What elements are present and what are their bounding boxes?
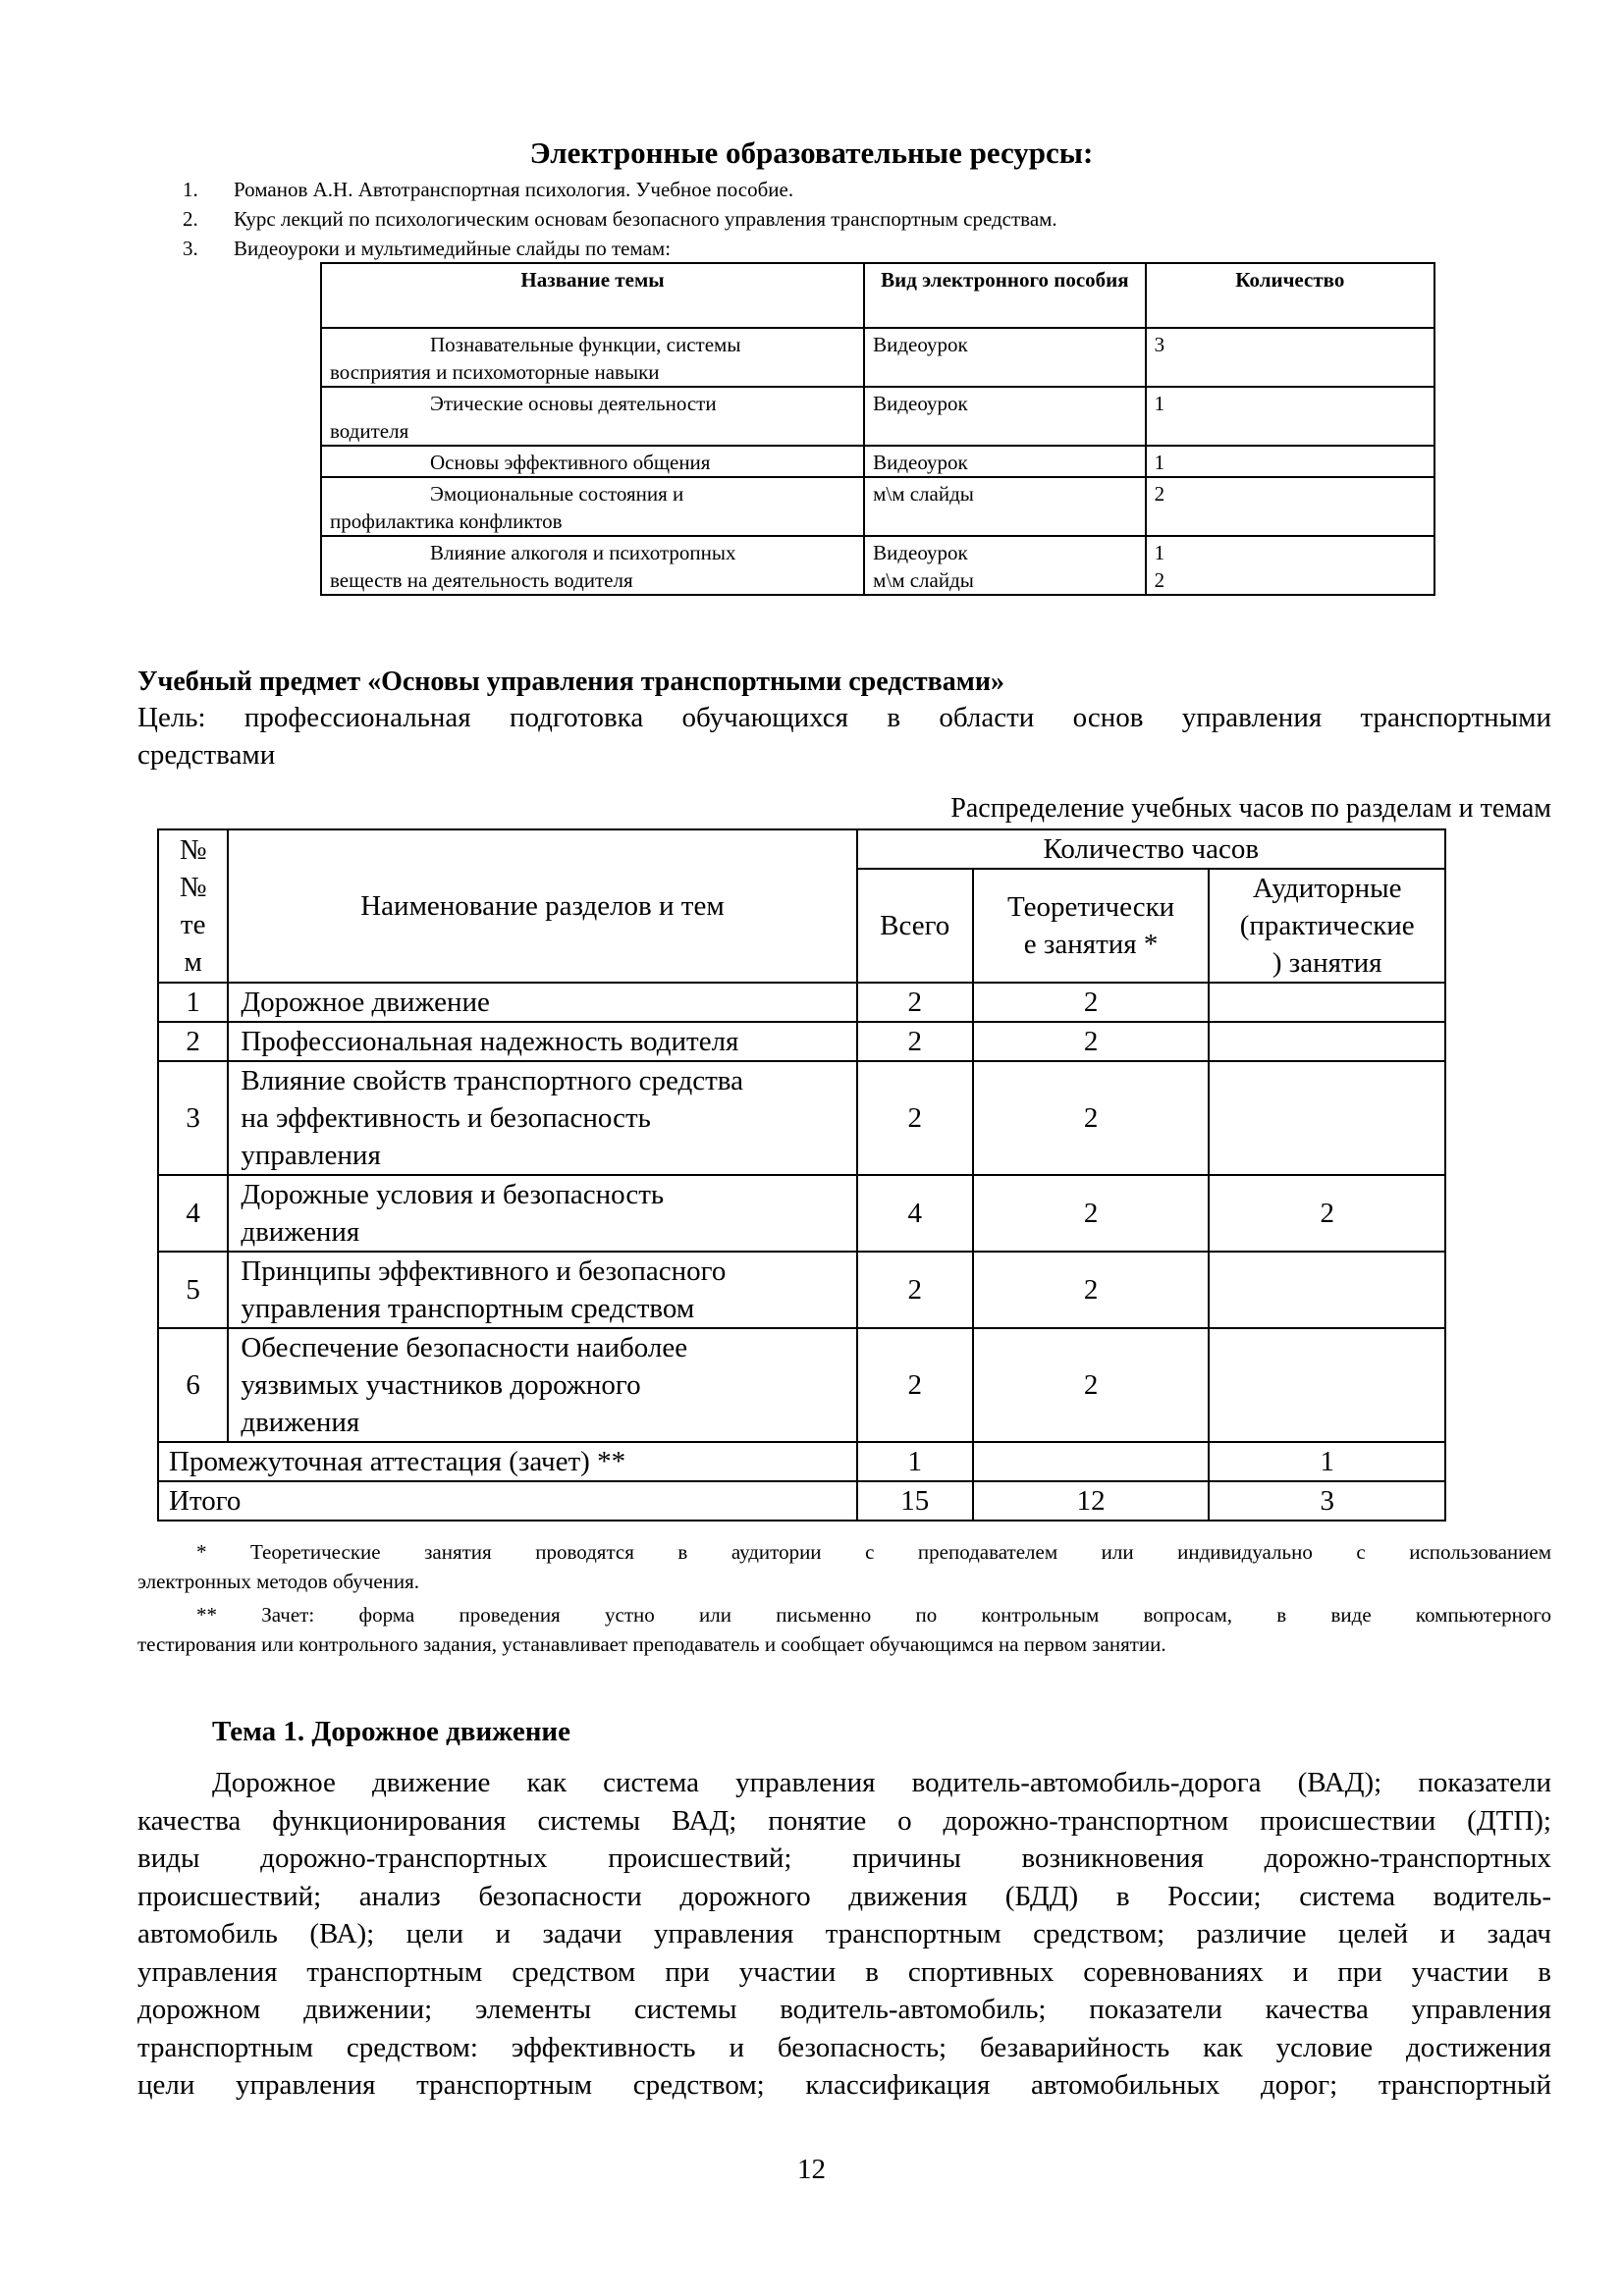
body-line: виды дорожно-транспортных происшествий; причины возникновения дорожно-транспортных bbox=[137, 1842, 1551, 1874]
hours-table bbox=[157, 828, 1446, 1522]
attestation-row bbox=[158, 1442, 1445, 1481]
list-item-number: 3. bbox=[183, 237, 198, 260]
row-name-line: движения bbox=[241, 1407, 360, 1438]
row-name-line: Обеспечение безопасности наиболее bbox=[241, 1332, 688, 1363]
header-section-name: Наименование разделов и тем bbox=[228, 829, 856, 983]
header-theory bbox=[973, 869, 1210, 983]
header-theory-part: е занятия * bbox=[1023, 929, 1159, 960]
row-theory: 2 bbox=[973, 1175, 1210, 1252]
type-cell bbox=[864, 446, 1146, 477]
list-item bbox=[183, 175, 1459, 204]
distribution-caption: Распределение учебных часов по разделам и темам bbox=[950, 793, 1551, 824]
qty-value: 1 bbox=[1154, 392, 1165, 415]
row-total: 2 bbox=[857, 1252, 973, 1328]
header-number-part: № bbox=[179, 834, 207, 866]
list-item bbox=[183, 234, 1459, 263]
qty-value: 1 bbox=[1154, 451, 1165, 474]
theme-line: Этические основы деятельности bbox=[430, 392, 717, 415]
table-row bbox=[321, 446, 1434, 477]
theme-cell bbox=[321, 387, 864, 446]
row-name-line: на эффективность и безопасность bbox=[241, 1102, 651, 1134]
attestation-theory bbox=[973, 1442, 1210, 1481]
row-number: 4 bbox=[158, 1175, 228, 1252]
row-name-line: движения bbox=[241, 1216, 360, 1248]
header-total: Всего bbox=[857, 869, 973, 983]
row-total: 2 bbox=[857, 1022, 973, 1061]
row-practice bbox=[1209, 983, 1445, 1022]
type-value: м\м слайды bbox=[873, 482, 974, 506]
body-line: цели управления транспортным средством; классификация автомобильных дорог; транспортный bbox=[137, 2069, 1551, 2101]
row-name bbox=[228, 983, 856, 1022]
list-item-text: Видеоуроки и мультимедийные слайды по темам: bbox=[234, 237, 672, 260]
row-name-line: Влияние свойств транспортного средства bbox=[241, 1065, 743, 1096]
table-header-row bbox=[321, 263, 1434, 328]
theme-cell bbox=[321, 446, 864, 477]
footnote bbox=[137, 1600, 1551, 1659]
footnote-line: тестирования или контрольного задания, устанавливает преподаватель и сообщает обучающимся на первом занятии. bbox=[137, 1632, 1166, 1656]
qty-cell bbox=[1146, 536, 1434, 595]
page-number: 12 bbox=[797, 2154, 826, 2185]
resources-table bbox=[320, 262, 1435, 596]
table-row bbox=[321, 536, 1434, 595]
subject-goal bbox=[137, 699, 1551, 774]
theme-cell bbox=[321, 536, 864, 595]
header-practice-part: Аудиторные bbox=[1252, 873, 1402, 904]
table-row bbox=[321, 477, 1434, 536]
footnote-line: ** Зачет: форма проведения устно или письменно по контрольным вопросам, в виде компьютерного bbox=[196, 1603, 1551, 1627]
row-practice bbox=[1209, 1252, 1445, 1328]
row-theory: 2 bbox=[973, 983, 1210, 1022]
body-line: управления транспортным средством при участии в спортивных соревнованиях и при участии в bbox=[137, 1955, 1551, 1988]
type-value: Видеоурок bbox=[873, 392, 968, 415]
theme-body bbox=[137, 1764, 1551, 2105]
row-name bbox=[228, 1175, 856, 1252]
row-total: 2 bbox=[857, 1061, 973, 1175]
table-row bbox=[158, 1175, 1445, 1252]
row-name bbox=[228, 1061, 856, 1175]
row-name-line: управления транспортным средством bbox=[241, 1293, 695, 1324]
theme-line: профилактика конфликтов bbox=[330, 509, 563, 533]
type-cell bbox=[864, 536, 1146, 595]
table-row bbox=[158, 1328, 1445, 1442]
header-number-part: те bbox=[180, 909, 206, 940]
table-row bbox=[158, 1252, 1445, 1328]
table-header-row bbox=[158, 829, 1445, 869]
theme-line: Познавательные функции, системы bbox=[430, 333, 741, 356]
totals-practice: 3 bbox=[1209, 1481, 1445, 1521]
theme-line: Эмоциональные состояния и bbox=[430, 482, 684, 506]
body-line: Дорожное движение как система управления водитель-автомобиль-дорога (ВАД); показатели bbox=[212, 1767, 1551, 1798]
footnote-line: электронных методов обучения. bbox=[137, 1570, 420, 1593]
subject-title: Учебный предмет «Основы управления транспортными средствами» bbox=[137, 667, 1004, 697]
goal-line: средствами bbox=[137, 739, 276, 771]
row-name-line: Профессиональная надежность водителя bbox=[241, 1026, 739, 1057]
header-number-part: № bbox=[179, 872, 207, 903]
theme-title: Тема 1. Дорожное движение bbox=[212, 1716, 570, 1747]
row-name-line: Дорожные условия и безопасность bbox=[241, 1179, 665, 1210]
footnote-line: * Теоретические занятия проводятся в аудитории с преподавателем или индивидуально с использованием bbox=[196, 1540, 1551, 1564]
row-theory: 2 bbox=[973, 1061, 1210, 1175]
resources-list bbox=[183, 175, 1459, 263]
qty-cell bbox=[1146, 387, 1434, 446]
table-row bbox=[158, 1061, 1445, 1175]
table-row bbox=[321, 387, 1434, 446]
qty-value: 2 bbox=[1154, 568, 1165, 592]
header-theory-part: Теоретически bbox=[1006, 891, 1175, 923]
row-number: 3 bbox=[158, 1061, 228, 1175]
row-number: 2 bbox=[158, 1022, 228, 1061]
row-name-line: Дорожное движение bbox=[241, 987, 490, 1018]
list-item-number: 2. bbox=[183, 207, 198, 231]
table-row bbox=[158, 983, 1445, 1022]
header-resource-type: Вид электронного пособия bbox=[864, 263, 1146, 328]
goal-line: Цель: профессиональная подготовка обучающихся в области основ управления транспортными bbox=[137, 702, 1551, 733]
attestation-label: Промежуточная аттестация (зачет) ** bbox=[158, 1442, 857, 1481]
header-theme-name: Название темы bbox=[321, 263, 864, 328]
row-name-line: управления bbox=[241, 1140, 381, 1171]
table-footnotes bbox=[137, 1537, 1551, 1663]
theme-cell bbox=[321, 328, 864, 387]
body-line: происшествий; анализ безопасности дорожного движения (БДД) в России; система водитель- bbox=[137, 1880, 1551, 1912]
row-name bbox=[228, 1328, 856, 1442]
header-hours: Количество часов bbox=[857, 829, 1445, 869]
header-practice bbox=[1209, 869, 1445, 983]
qty-cell bbox=[1146, 446, 1434, 477]
totals-theory: 12 bbox=[973, 1481, 1210, 1521]
table-row bbox=[158, 1022, 1445, 1061]
resources-title: Электронные образовательные ресурсы: bbox=[529, 135, 1094, 170]
list-item-text: Романов А.Н. Автотранспортная психология. Учебное пособие. bbox=[234, 178, 794, 201]
qty-value: 2 bbox=[1154, 482, 1165, 506]
list-item-number: 1. bbox=[183, 178, 198, 201]
totals-label: Итого bbox=[158, 1481, 857, 1521]
row-total: 2 bbox=[857, 1328, 973, 1442]
row-number: 5 bbox=[158, 1252, 228, 1328]
type-value: Видеоурок bbox=[873, 451, 968, 474]
body-line: транспортным средством: эффективность и безопасность; безаварийность как условие достижения bbox=[137, 2031, 1551, 2063]
theme-line: Основы эффективного общения bbox=[430, 451, 711, 474]
theme-line: веществ на деятельность водителя bbox=[330, 568, 633, 592]
header-practice-part: ) занятия bbox=[1271, 947, 1382, 979]
row-number: 1 bbox=[158, 983, 228, 1022]
qty-value: 1 bbox=[1154, 541, 1165, 564]
list-item bbox=[183, 204, 1459, 234]
row-practice bbox=[1209, 1328, 1445, 1442]
type-cell bbox=[864, 387, 1146, 446]
body-line: автомобиль (ВА); цели и задачи управления транспортным средством; различие целей и задач bbox=[137, 1918, 1551, 1949]
row-total: 4 bbox=[857, 1175, 973, 1252]
header-quantity: Количество bbox=[1146, 263, 1434, 328]
row-practice bbox=[1209, 1022, 1445, 1061]
row-practice bbox=[1209, 1061, 1445, 1175]
row-number: 6 bbox=[158, 1328, 228, 1442]
attestation-practice: 1 bbox=[1209, 1442, 1445, 1481]
type-value: Видеоурок bbox=[873, 333, 968, 356]
row-practice: 2 bbox=[1209, 1175, 1445, 1252]
table-row bbox=[321, 328, 1434, 387]
theme-cell bbox=[321, 477, 864, 536]
header-number bbox=[158, 829, 228, 983]
header-practice-part: (практические bbox=[1239, 910, 1415, 941]
attestation-total: 1 bbox=[857, 1442, 973, 1481]
footnote bbox=[137, 1537, 1551, 1596]
row-theory: 2 bbox=[973, 1252, 1210, 1328]
list-item-text: Курс лекций по психологическим основам безопасного управления транспортным средствам. bbox=[234, 207, 1057, 231]
row-theory: 2 bbox=[973, 1328, 1210, 1442]
theme-line: Влияние алкоголя и психотропных bbox=[430, 541, 736, 564]
type-cell bbox=[864, 477, 1146, 536]
row-name-line: Принципы эффективного и безопасного bbox=[241, 1255, 727, 1287]
totals-total: 15 bbox=[857, 1481, 973, 1521]
theme-line: восприятия и психомоторные навыки bbox=[330, 360, 660, 384]
qty-cell bbox=[1146, 477, 1434, 536]
header-number-part: м bbox=[184, 946, 202, 978]
type-value: м\м слайды bbox=[873, 568, 974, 592]
type-value: Видеоурок bbox=[873, 541, 968, 564]
row-name bbox=[228, 1022, 856, 1061]
theme-line: водителя bbox=[330, 419, 409, 443]
qty-value: 3 bbox=[1154, 333, 1165, 356]
totals-row bbox=[158, 1481, 1445, 1521]
type-cell bbox=[864, 328, 1146, 387]
row-name-line: уязвимых участников дорожного bbox=[241, 1369, 641, 1401]
row-total: 2 bbox=[857, 983, 973, 1022]
body-line: дорожном движении; элементы системы водитель-автомобиль; показатели качества управления bbox=[137, 1994, 1551, 2025]
body-line: качества функционирования системы ВАД; понятие о дорожно-транспортном происшествии (ДТП); bbox=[137, 1804, 1551, 1837]
qty-cell bbox=[1146, 328, 1434, 387]
row-name bbox=[228, 1252, 856, 1328]
row-theory: 2 bbox=[973, 1022, 1210, 1061]
